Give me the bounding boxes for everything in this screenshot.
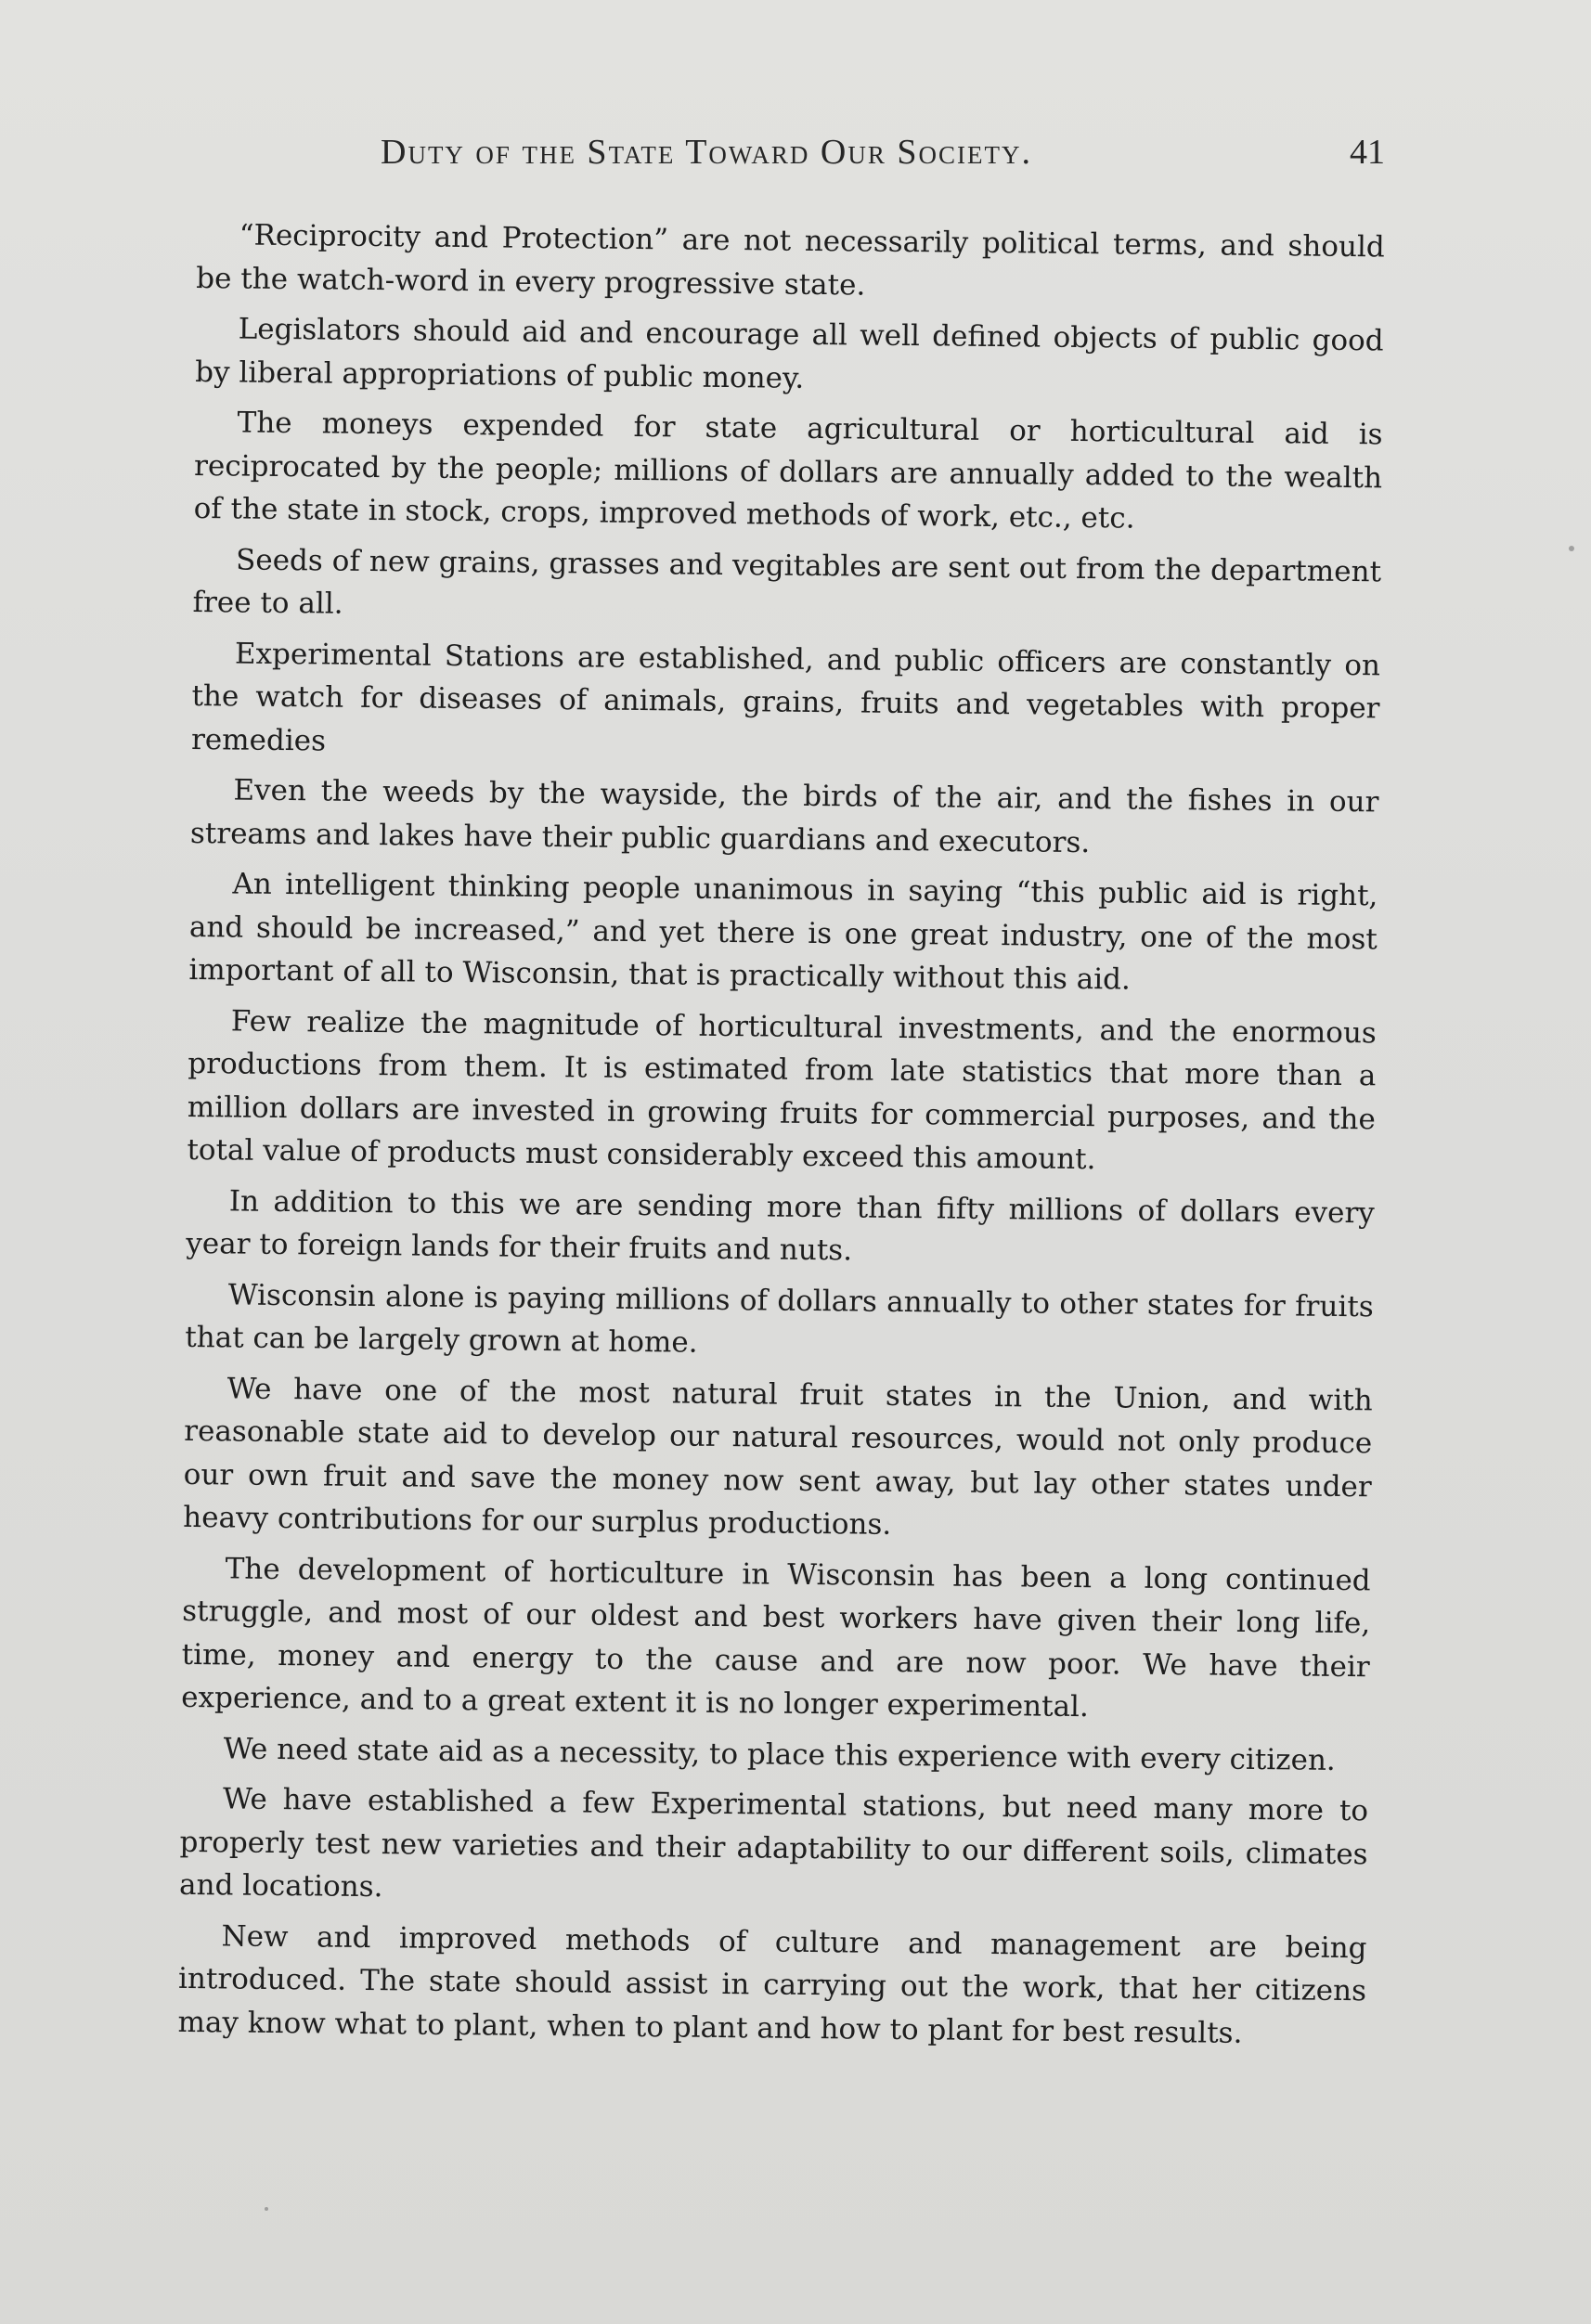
- paragraph-6: Even the weeds by the wayside, the birds of the air, and the fishes in our streams and lakes have their public guardians and executors.: [189, 773, 1379, 859]
- paragraph-9: In addition to this we are sending more than fifty millions of dollars every year to foreign lands for their fruits and nuts.: [186, 1183, 1375, 1268]
- paragraph-11: We have one of the most natural fruit states in the Union, and with reasonable state aid to develop our natural resources, would not only produce our own fruit and save the money now sent away, but lay other states under heavy contributions for our surplus productions.: [183, 1371, 1373, 1542]
- paragraph-5: Experimental Stations are established, and public officers are constantly on the watch for diseases of animals, grains, fruits and vegetables with proper remedies: [190, 636, 1381, 757]
- paragraph-13: We need state aid as a necessity, to place this experience with every citizen.: [223, 1731, 1336, 1777]
- paragraph-7: An intelligent thinking people unanimous in saying “this public aid is right, and should be increased,” and yet there is one great industry, one of the most important of all to Wisconsin, that is practically without this aid.: [188, 867, 1378, 997]
- paragraph-15: New and improved methods of culture and management are being introduced. The state should assist in carrying out the work, that her citizens may know what to plant, when to plant and how to plant for best results.: [177, 1918, 1367, 2050]
- running-head: Duty of the State Toward Our Society.: [381, 133, 1032, 172]
- paragraph-4: Seeds of new grains, grasses and vegitables are sent out from the department free to all.: [192, 542, 1382, 621]
- body-text: [177, 213, 1385, 2063]
- paragraph-12: The development of horticulture in Wisconsin has been a long continued struggle, and most of our oldest and best workers have given their long life, time, money and energy to the cause and are now poor. We have their experience, and to a great extent it is no longer experimental.: [181, 1551, 1371, 1724]
- page-number: 41: [1350, 133, 1385, 172]
- paper-speck: [1569, 546, 1574, 551]
- paragraph-8: Few realize the magnitude of horticultural investments, and the enormous productions from them. It is estimated from late statistics that more than a million dollars are invested in growing fruits for commercial purposes, and the total value of products must considerably exceed this amount.: [187, 1003, 1378, 1177]
- paragraph-14: We have established a few Experimental stations, but need many more to properly test new varieties and their adaptability to our different soils, climates and locations.: [178, 1782, 1369, 1904]
- paper-speck: [265, 2207, 268, 2211]
- paragraph-10: Wisconsin alone is paying millions of dollars annually to other states for fruits that can be largely grown at home.: [185, 1277, 1374, 1360]
- paragraph-3: The moneys expended for state agricultural or horticultural aid is reciprocated by the people; millions of dollars are annually added to the wealth of the state in stock, crops, improved methods of work, etc., etc.: [193, 406, 1383, 536]
- paragraph-2: Legislators should aid and encourage all well defined objects of public good by liberal appropriations of public money.: [195, 312, 1384, 395]
- page-header: [353, 132, 1392, 178]
- paragraph-1: “Reciprocity and Protection” are not necessarily political terms, and should be the watch-word in every progressive state.: [196, 218, 1385, 303]
